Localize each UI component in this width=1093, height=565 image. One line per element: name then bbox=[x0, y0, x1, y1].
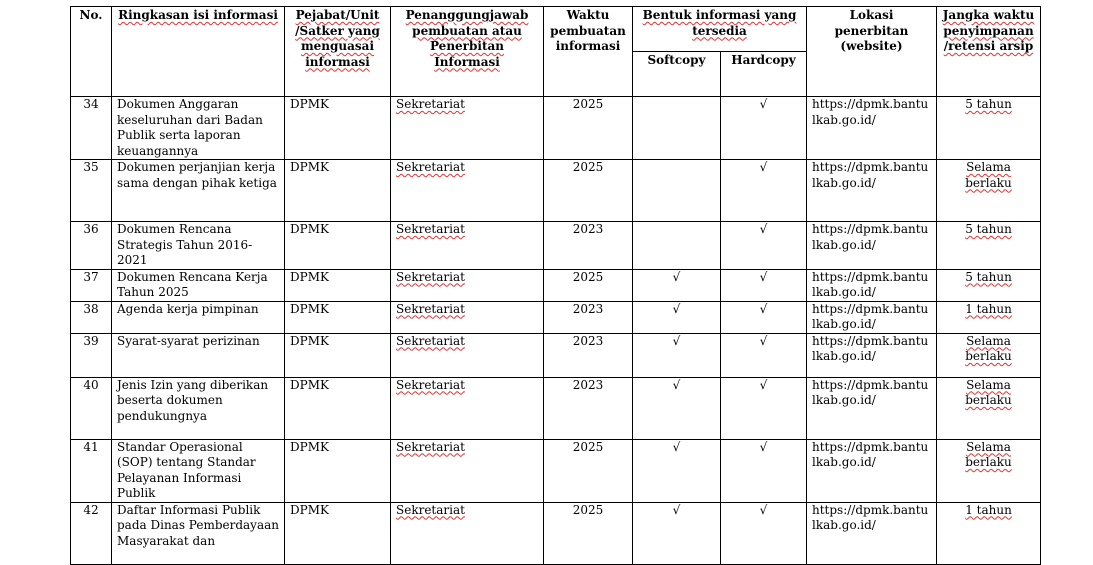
table-row bbox=[71, 502, 1041, 564]
table-row bbox=[71, 269, 1041, 301]
cell-penanggungjawab-text: Sekretariat bbox=[396, 502, 465, 517]
cell-lokasi-text: https://dpmk.bantulkab.go.id/ bbox=[812, 377, 929, 407]
table-row bbox=[71, 222, 1041, 270]
cell-waktu bbox=[544, 97, 633, 160]
cell-hardcopy bbox=[721, 502, 807, 564]
cell-hardcopy-text: √ bbox=[759, 377, 768, 392]
cell-hardcopy-text: √ bbox=[759, 439, 768, 454]
cell-softcopy bbox=[633, 333, 721, 377]
table-row bbox=[71, 301, 1041, 333]
cell-penanggungjawab-text: Sekretariat bbox=[396, 97, 465, 111]
cell-ringkasan-text: Dokumen Rencana Strategis Tahun 2016-2021 bbox=[117, 222, 253, 267]
cell-penanggungjawab bbox=[391, 301, 544, 333]
table-row bbox=[71, 333, 1041, 377]
cell-jangka-text: 1 tahun bbox=[965, 502, 1012, 517]
cell-softcopy bbox=[633, 97, 721, 160]
cell-jangka-text: Selama berlaku bbox=[965, 160, 1012, 190]
cell-hardcopy bbox=[721, 160, 807, 222]
cell-lokasi bbox=[807, 301, 937, 333]
header-hardcopy: Hardcopy bbox=[721, 52, 807, 97]
cell-penanggungjawab-text: Sekretariat bbox=[396, 301, 465, 316]
cell-no-text: 39 bbox=[83, 333, 99, 348]
cell-jangka bbox=[937, 301, 1041, 333]
cell-jangka bbox=[937, 97, 1041, 160]
cell-softcopy bbox=[633, 222, 721, 270]
cell-hardcopy bbox=[721, 377, 807, 439]
header-penanggungjawab: Penanggungjawab pembuatan atau Penerbitan Informasi bbox=[391, 7, 544, 97]
cell-softcopy-text: √ bbox=[672, 333, 681, 348]
cell-no-text: 34 bbox=[83, 97, 99, 111]
cell-softcopy-text: √ bbox=[672, 377, 681, 392]
cell-penanggungjawab bbox=[391, 269, 544, 301]
cell-lokasi-text: https://dpmk.bantulkab.go.id/ bbox=[812, 439, 929, 469]
cell-softcopy-text: √ bbox=[672, 439, 681, 454]
cell-lokasi bbox=[807, 269, 937, 301]
cell-hardcopy bbox=[721, 439, 807, 502]
cell-waktu bbox=[544, 222, 633, 270]
cell-hardcopy bbox=[721, 269, 807, 301]
cell-jangka-text: 5 tahun bbox=[965, 269, 1012, 284]
cell-pejabat bbox=[285, 439, 391, 502]
cell-no-text: 35 bbox=[83, 160, 99, 174]
cell-ringkasan-text: Daftar Informasi Publik pada Dinas Pemberdayaan Masyarakat dan bbox=[117, 502, 279, 548]
cell-waktu bbox=[544, 269, 633, 301]
cell-hardcopy-text: √ bbox=[759, 222, 768, 236]
cell-no-text: 36 bbox=[83, 222, 99, 236]
cell-jangka bbox=[937, 377, 1041, 439]
cell-waktu bbox=[544, 377, 633, 439]
public-information-table bbox=[70, 6, 1041, 565]
cell-waktu-text: 2023 bbox=[572, 333, 604, 348]
cell-waktu bbox=[544, 439, 633, 502]
cell-pejabat bbox=[285, 377, 391, 439]
cell-waktu-text: 2025 bbox=[572, 97, 604, 111]
cell-ringkasan-text: Jenis Izin yang diberikan beserta dokumen pendukungnya bbox=[117, 377, 269, 423]
cell-softcopy bbox=[633, 301, 721, 333]
cell-pejabat bbox=[285, 301, 391, 333]
cell-waktu-text: 2023 bbox=[572, 377, 604, 392]
header-softcopy: Softcopy bbox=[633, 52, 721, 97]
header-pejabat: Pejabat/Unit /Satker yang menguasai informasi bbox=[285, 7, 391, 97]
header-bentuk: Bentuk informasi yang tersedia bbox=[633, 7, 807, 52]
cell-ringkasan bbox=[112, 97, 285, 160]
table-header bbox=[71, 7, 1041, 97]
cell-jangka-text: Selama berlaku bbox=[965, 333, 1012, 363]
cell-no bbox=[71, 269, 112, 301]
table-row bbox=[71, 377, 1041, 439]
cell-pejabat-text: DPMK bbox=[290, 333, 329, 348]
cell-pejabat bbox=[285, 502, 391, 564]
cell-softcopy bbox=[633, 160, 721, 222]
cell-lokasi-text: https://dpmk.bantulkab.go.id/ bbox=[812, 301, 929, 331]
cell-penanggungjawab bbox=[391, 502, 544, 564]
cell-waktu bbox=[544, 301, 633, 333]
cell-no-text: 38 bbox=[83, 301, 99, 316]
header-waktu: Waktu pembuatan informasi bbox=[544, 7, 633, 97]
cell-pejabat bbox=[285, 97, 391, 160]
cell-hardcopy bbox=[721, 222, 807, 270]
cell-jangka-text: 5 tahun bbox=[965, 222, 1012, 236]
cell-ringkasan-text: Agenda kerja pimpinan bbox=[117, 301, 259, 316]
cell-lokasi bbox=[807, 222, 937, 270]
cell-waktu bbox=[544, 502, 633, 564]
cell-softcopy-text: √ bbox=[672, 502, 681, 517]
cell-ringkasan bbox=[112, 333, 285, 377]
cell-jangka bbox=[937, 502, 1041, 564]
cell-no-text: 41 bbox=[83, 439, 99, 454]
cell-ringkasan-text: Syarat-syarat perizinan bbox=[117, 333, 260, 348]
cell-pejabat-text: DPMK bbox=[290, 97, 329, 111]
cell-no bbox=[71, 301, 112, 333]
cell-ringkasan-text: Dokumen Anggaran keseluruhan dari Badan Publik serta laporan keuangannya bbox=[117, 97, 263, 158]
cell-pejabat-text: DPMK bbox=[290, 502, 329, 517]
cell-no bbox=[71, 502, 112, 564]
cell-hardcopy-text: √ bbox=[759, 333, 768, 348]
cell-no-text: 42 bbox=[83, 502, 99, 517]
cell-penanggungjawab-text: Sekretariat bbox=[396, 439, 465, 454]
cell-ringkasan bbox=[112, 439, 285, 502]
cell-penanggungjawab bbox=[391, 222, 544, 270]
cell-lokasi-text: https://dpmk.bantulkab.go.id/ bbox=[812, 333, 929, 363]
cell-hardcopy-text: √ bbox=[759, 301, 768, 316]
cell-jangka-text: Selama berlaku bbox=[965, 439, 1012, 469]
cell-jangka-text: Selama berlaku bbox=[965, 377, 1012, 407]
cell-waktu-text: 2025 bbox=[572, 160, 604, 174]
cell-softcopy-text: √ bbox=[672, 269, 681, 284]
cell-no bbox=[71, 160, 112, 222]
cell-pejabat bbox=[285, 269, 391, 301]
cell-penanggungjawab-text: Sekretariat bbox=[396, 333, 465, 348]
cell-penanggungjawab-text: Sekretariat bbox=[396, 377, 465, 392]
table-row bbox=[71, 97, 1041, 160]
cell-hardcopy bbox=[721, 97, 807, 160]
cell-hardcopy bbox=[721, 301, 807, 333]
header-lokasi: Lokasi penerbitan (website) bbox=[807, 7, 937, 97]
cell-lokasi-text: https://dpmk.bantulkab.go.id/ bbox=[812, 97, 929, 127]
cell-penanggungjawab bbox=[391, 377, 544, 439]
cell-jangka bbox=[937, 439, 1041, 502]
cell-ringkasan-text: Dokumen Rencana Kerja Tahun 2025 bbox=[117, 269, 268, 299]
cell-no bbox=[71, 222, 112, 270]
cell-penanggungjawab-text: Sekretariat bbox=[396, 160, 465, 174]
cell-no bbox=[71, 97, 112, 160]
cell-no-text: 37 bbox=[83, 269, 99, 284]
table-row bbox=[71, 439, 1041, 502]
cell-softcopy-text: √ bbox=[672, 301, 681, 316]
cell-penanggungjawab bbox=[391, 333, 544, 377]
cell-ringkasan bbox=[112, 377, 285, 439]
cell-lokasi bbox=[807, 97, 937, 160]
cell-ringkasan bbox=[112, 502, 285, 564]
cell-hardcopy-text: √ bbox=[759, 502, 768, 517]
cell-jangka-text: 1 tahun bbox=[965, 301, 1012, 316]
cell-pejabat bbox=[285, 160, 391, 222]
cell-no bbox=[71, 439, 112, 502]
cell-pejabat-text: DPMK bbox=[290, 301, 329, 316]
cell-jangka bbox=[937, 269, 1041, 301]
header-jangka: Jangka waktu penyimpanan /retensi arsip bbox=[937, 7, 1041, 97]
table-row bbox=[71, 160, 1041, 222]
cell-pejabat bbox=[285, 333, 391, 377]
cell-waktu-text: 2025 bbox=[572, 502, 604, 517]
cell-penanggungjawab-text: Sekretariat bbox=[396, 222, 465, 236]
cell-hardcopy bbox=[721, 333, 807, 377]
cell-jangka bbox=[937, 222, 1041, 270]
cell-lokasi-text: https://dpmk.bantulkab.go.id/ bbox=[812, 269, 929, 299]
cell-lokasi-text: https://dpmk.bantulkab.go.id/ bbox=[812, 160, 929, 190]
cell-softcopy bbox=[633, 439, 721, 502]
cell-softcopy bbox=[633, 377, 721, 439]
table-body bbox=[71, 97, 1041, 565]
cell-ringkasan-text: Standar Operasional (SOP) tentang Standar Pelayanan Informasi Publik bbox=[117, 439, 256, 500]
cell-lokasi bbox=[807, 502, 937, 564]
cell-hardcopy-text: √ bbox=[759, 269, 768, 284]
cell-waktu-text: 2025 bbox=[572, 439, 604, 454]
cell-hardcopy-text: √ bbox=[759, 97, 768, 111]
cell-jangka-text: 5 tahun bbox=[965, 97, 1012, 111]
cell-lokasi bbox=[807, 333, 937, 377]
cell-lokasi bbox=[807, 377, 937, 439]
cell-no bbox=[71, 333, 112, 377]
cell-lokasi bbox=[807, 439, 937, 502]
cell-no-text: 40 bbox=[83, 377, 99, 392]
cell-lokasi-text: https://dpmk.bantulkab.go.id/ bbox=[812, 222, 929, 252]
cell-hardcopy-text: √ bbox=[759, 160, 768, 174]
cell-ringkasan bbox=[112, 269, 285, 301]
cell-waktu-text: 2023 bbox=[572, 222, 604, 236]
cell-pejabat-text: DPMK bbox=[290, 439, 329, 454]
cell-pejabat-text: DPMK bbox=[290, 377, 329, 392]
cell-waktu-text: 2023 bbox=[572, 301, 604, 316]
cell-no bbox=[71, 377, 112, 439]
cell-penanggungjawab bbox=[391, 439, 544, 502]
cell-jangka bbox=[937, 333, 1041, 377]
cell-pejabat bbox=[285, 222, 391, 270]
cell-waktu bbox=[544, 160, 633, 222]
cell-jangka bbox=[937, 160, 1041, 222]
cell-softcopy bbox=[633, 502, 721, 564]
cell-ringkasan bbox=[112, 222, 285, 270]
header-no: No. bbox=[71, 7, 112, 97]
cell-softcopy bbox=[633, 269, 721, 301]
header-ringkasan: Ringkasan isi informasi bbox=[112, 7, 285, 97]
cell-ringkasan-text: Dokumen perjanjian kerja sama dengan pihak ketiga bbox=[117, 160, 277, 190]
cell-waktu-text: 2025 bbox=[572, 269, 604, 284]
cell-ringkasan bbox=[112, 160, 285, 222]
cell-pejabat-text: DPMK bbox=[290, 222, 329, 236]
cell-pejabat-text: DPMK bbox=[290, 160, 329, 174]
cell-ringkasan bbox=[112, 301, 285, 333]
cell-penanggungjawab-text: Sekretariat bbox=[396, 269, 465, 284]
cell-lokasi-text: https://dpmk.bantulkab.go.id/ bbox=[812, 502, 929, 532]
cell-lokasi bbox=[807, 160, 937, 222]
cell-waktu bbox=[544, 333, 633, 377]
cell-pejabat-text: DPMK bbox=[290, 269, 329, 284]
cell-penanggungjawab bbox=[391, 160, 544, 222]
cell-penanggungjawab bbox=[391, 97, 544, 160]
